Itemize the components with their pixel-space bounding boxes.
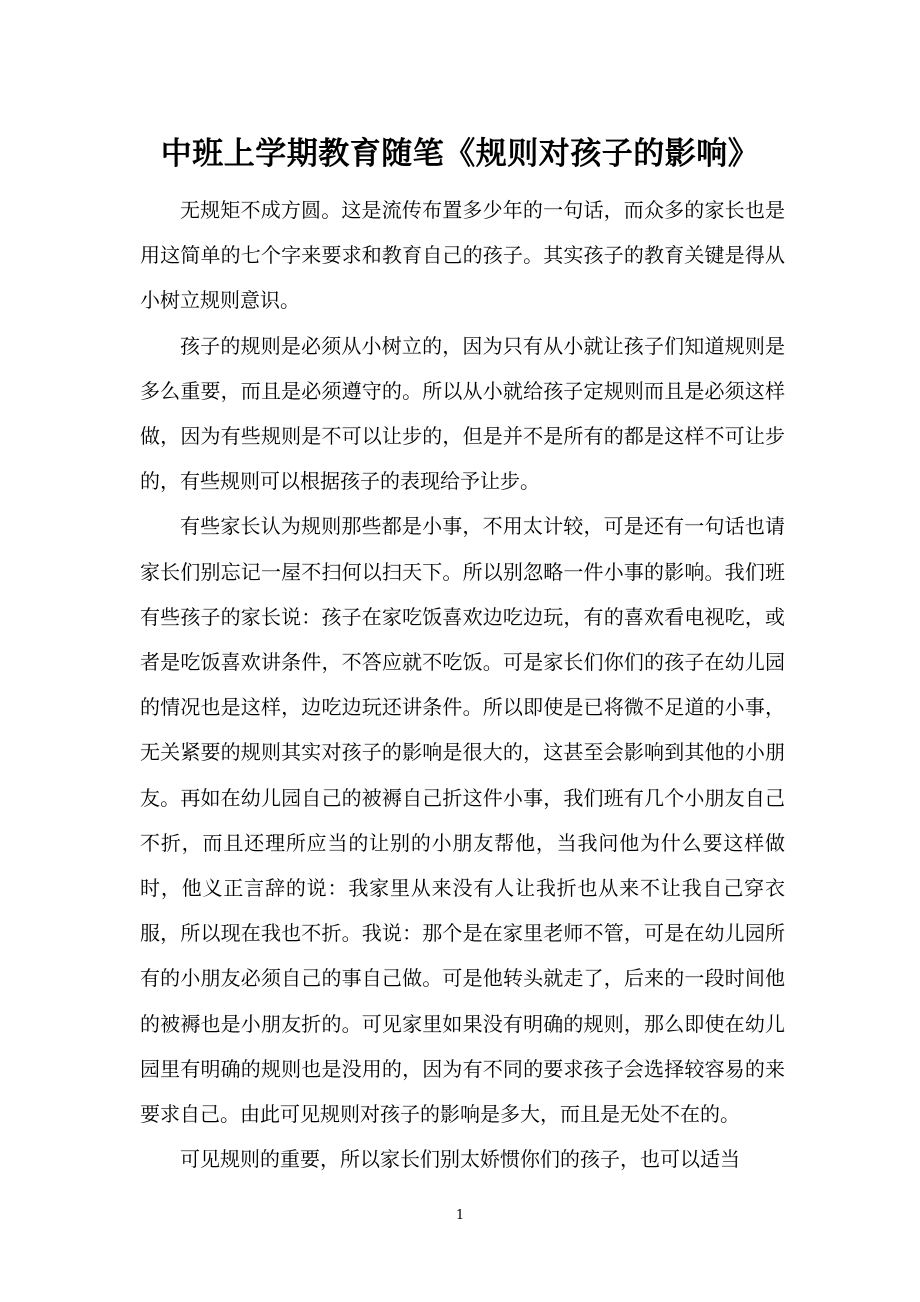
paragraph-1: 无规矩不成方圆。这是流传布置多少年的一句话，而众多的家长也是用这简单的七个字来要求和教育自己的孩子。其实孩子的教育关键是得从小树立规则意识。: [140, 198, 785, 313]
page-number: 1: [455, 1208, 465, 1223]
document-body: [140, 188, 785, 1182]
paragraph-3: 有些家长认为规则那些都是小事，不用太计较，可是还有一句话也请家长们别忘记一屋不扫何以扫天下。所以别忽略一件小事的影响。我们班有些孩子的家长说：孩子在家吃饭喜欢边吃边玩，有的喜欢看电视吃，或者是吃饭喜欢讲条件，不答应就不吃饭。可是家长们你们的孩子在幼儿园的情况也是这样，边吃边玩还讲条件。所以即使是已将微不足道的小事，无关紧要的规则其实对孩子的影响是很大的，这甚至会影响到其他的小朋友。再如在幼儿园自己的被褥自己折这件小事，我们班有几个小朋友自己不折，而且还理所应当的让别的小朋友帮他，当我问他为什么要这样做时，他义正言辞的说：我家里从来没有人让我折也从来不让我自己穿衣服，所以现在我也不折。我说：那个是在家里老师不管，可是在幼儿园所有的小朋友必须自己的事自己做。可是他转头就走了，后来的一段时间他的被褥也是小朋友折的。可见家里如果没有明确的规则，那么即使在幼儿园里有明确的规则也是没用的，因为有不同的要求孩子会选择较容易的来要求自己。由此可见规则对孩子的影响是多大，而且是无处不在的。: [140, 514, 785, 1127]
paragraph-4: 可见规则的重要，所以家长们别太娇惯你们的孩子，也可以适当: [180, 1147, 740, 1172]
page-title: 中班上学期教育随笔《规则对孩子的影响》: [160, 135, 760, 172]
paragraph-2: 孩子的规则是必须从小树立的，因为只有从小就让孩子们知道规则是多么重要，而且是必须遵守的。所以从小就给孩子定规则而且是必须这样做，因为有些规则是不可以让步的，但是并不是所有的都是这样不可让步的，有些规则可以根据孩子的表现给予让步。: [140, 333, 785, 494]
